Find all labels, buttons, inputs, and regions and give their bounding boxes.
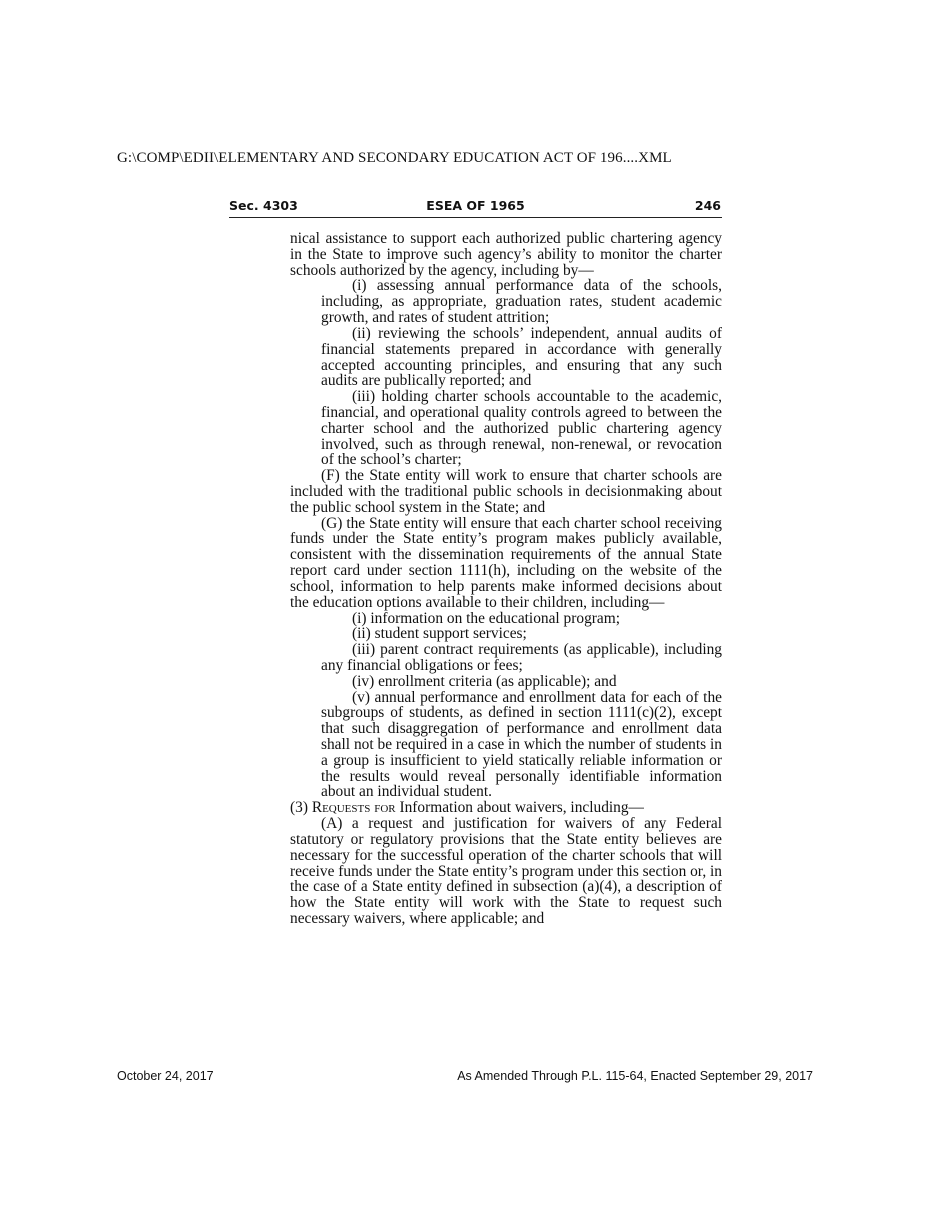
page-number: 246 — [694, 198, 721, 213]
section-number: Sec. 4303 — [229, 198, 298, 213]
paragraph-continuation: nical assistance to support each authorized public chartering agency in the State to improve such agency’s ability to monitor the charter schools authorized by the agency, including by— — [290, 230, 722, 279]
paragraph-3-text: Information about waivers, including— — [399, 799, 644, 817]
clause-G-v: (v) annual performance and enrollment data for each of the subgroups of students, as defined in section 1111(c)(2), except that such disaggregation of performance and enrollment data shall not be required in a case in which the number of students in a group is insufficient to yield statically reliable information or the results would reveal personally identifiable information about an individual student. — [321, 688, 722, 801]
file-path-header: G:\COMP\EDII\ELEMENTARY AND SECONDARY EDUCATION ACT OF 196....XML — [117, 150, 672, 166]
clause-ii: (ii) reviewing the schools’ independent, annual audits of financial statements prepared in accordance with generally accepted accounting principles, and ensuring that any such audits are publically reported; and — [321, 324, 722, 390]
subparagraph-3A: (A) a request and justification for waivers of any Federal statutory or regulatory provisions that the State entity believes are necessary for the successful operation of the charter schools that will receive funds under the State entity’s program under this section or, in the case of a State entity defined in subsection (a)(4), a description of how the State entity will work with the State to request such necessary waivers, where applicable; and — [290, 815, 722, 927]
act-title: ESEA OF 1965 — [426, 198, 525, 213]
clause-G-iv: (iv) enrollment criteria (as applicable); and — [352, 672, 617, 690]
subparagraph-F: (F) the State entity will work to ensure that charter schools are included with the traditional public schools in decisionmaking about the public school system in the State; and — [290, 467, 722, 516]
footer-date: October 24, 2017 — [117, 1069, 214, 1083]
clause-G-ii: (ii) student support services; — [352, 625, 527, 643]
clause-iii: (iii) holding charter schools accountable to the academic, financial, and operational quality controls agreed to between the charter school and the authorized public chartering agency involved, such as through renewal, non-renewal, or revocation of the school’s charter; — [321, 388, 722, 469]
paragraph-3-number: (3) — [290, 799, 308, 817]
subparagraph-G: (G) the State entity will ensure that each charter school receiving funds under the State entity’s program makes publicly available, consistent with the dissemination requirements of the annual State report card under section 1111(h), including on the website of the school, information to help parents make informed decisions about the education options available to their children, including— — [290, 514, 722, 611]
clause-G-i: (i) information on the educational program; — [352, 609, 620, 627]
footer-amended-note: As Amended Through P.L. 115-64, Enacted September 29, 2017 — [457, 1069, 813, 1083]
clause-i: (i) assessing annual performance data of the schools, including, as appropriate, graduation rates, student academic growth, and rates of student attrition; — [321, 277, 722, 327]
running-head — [229, 197, 722, 218]
clause-G-iii: (iii) parent contract requirements (as applicable), including any financial obligations or fees; — [321, 641, 722, 674]
statute-body — [290, 231, 722, 927]
paragraph-3-heading: Requests for — [311, 799, 396, 817]
paragraph-3 — [290, 800, 722, 816]
